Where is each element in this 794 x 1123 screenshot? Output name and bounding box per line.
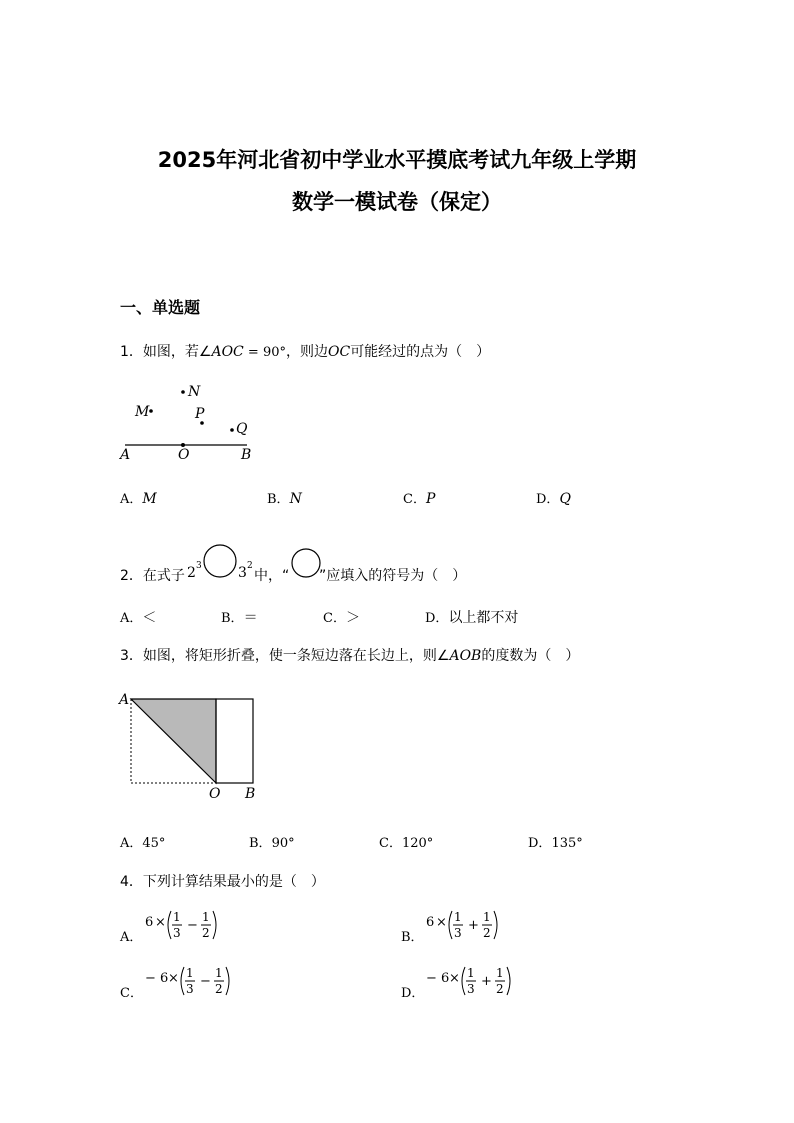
q2-option-d[interactable]: D．以上都不对 [425,610,519,626]
svg-text:3: 3 [173,926,181,940]
document-title-line1: 2025年河北省初中学业水平摸底考试九年级上学期 [157,148,637,172]
svg-text:1: 1 [483,910,491,924]
q3-option-b[interactable]: B．90° [249,836,295,851]
q2-exp1: 3 [196,561,202,571]
svg-text:1: 1 [496,966,504,980]
label-o: O [209,786,221,802]
svg-text:×: × [436,915,447,930]
svg-text:− 6: − 6 [145,971,169,986]
svg-text:×: × [168,971,179,986]
svg-text:+: + [468,918,479,933]
q4-option-d-expression [423,963,523,999]
q4-option-a-label[interactable]: A． [120,930,143,945]
question-3-stem: 3．如图，将矩形折叠，使一条短边落在长边上，则∠AOB的度数为（ ） [120,648,580,664]
q1-prefix: 1．如图，若∠ [120,344,212,360]
svg-text:2: 2 [483,926,491,940]
svg-text:1: 1 [454,910,462,924]
q2-option-a[interactable]: A．＜ [120,610,157,626]
label-n: N [188,384,201,400]
q1-edge: OC [327,344,351,360]
q3-figure [114,690,274,805]
label-p: P [195,406,205,422]
folded-triangle [131,699,216,783]
label-m: M [135,404,150,420]
svg-text:2: 2 [202,926,210,940]
q3-option-d[interactable]: D．135° [528,836,583,851]
q4-option-b-label[interactable]: B． [401,930,424,945]
q2-base2: 3 [238,565,247,581]
q2-exp2: 2 [247,561,253,571]
svg-text:2: 2 [215,982,223,996]
label-b: B [241,447,252,463]
svg-text:−: − [187,918,198,933]
label-a: A [120,447,131,463]
q1-option-d[interactable]: D．Q [536,491,571,507]
q3-angle: AOB [449,648,482,664]
q4-option-b-expression [423,907,513,943]
q2-mid: 中，“ [254,568,290,584]
point-m [149,409,153,413]
svg-text:6: 6 [145,915,154,930]
q4-option-c-label[interactable]: C． [120,986,143,1001]
q4-option-d-label[interactable]: D． [401,986,425,1001]
q2-base1: 2 [187,565,196,581]
q1-suffix1: ，则边 [285,344,328,360]
svg-text:3: 3 [467,982,475,996]
q1-eq: = 90° [243,345,286,360]
q1-suffix2: 可能经过的点为（ ） [350,344,491,360]
q1-figure [112,378,272,468]
svg-text:×: × [155,915,166,930]
q1-option-b[interactable]: B．N [267,491,302,507]
q4-option-c-expression [142,963,242,999]
svg-text:1: 1 [215,966,223,980]
q2-prefix: 2．在式子 [120,568,185,584]
q2-option-b[interactable]: B．＝ [221,610,258,626]
section-heading: 一、单选题 [120,298,201,317]
point-q [230,428,234,432]
label-a: A [119,692,130,708]
svg-text:1: 1 [186,966,194,980]
svg-text:− 6: − 6 [426,971,450,986]
svg-text:1: 1 [173,910,181,924]
q1-option-a[interactable]: A．M [120,491,157,507]
svg-text:2: 2 [496,982,504,996]
svg-text:−: − [200,974,211,989]
svg-text:+: + [481,974,492,989]
q2-quoted-circle [290,547,322,579]
q3-option-a[interactable]: A．45° [120,836,166,851]
question-1-stem [120,341,490,361]
q3-option-c[interactable]: C．120° [379,836,434,851]
svg-text:6: 6 [426,915,435,930]
label-o: O [178,447,190,463]
label-q: Q [236,421,248,437]
q1-option-c[interactable]: C．P [403,491,436,507]
svg-text:1: 1 [202,910,210,924]
q2-suffix: ”应填入的符号为（ ） [319,568,467,584]
label-b: B [245,786,256,802]
remaining-rectangle [216,699,253,783]
q4-option-a-expression [142,907,232,943]
svg-text:×: × [449,971,460,986]
svg-text:1: 1 [467,966,475,980]
q1-angle: AOC [211,344,244,360]
question-4-stem: 4．下列计算结果最小的是（ ） [120,874,325,890]
svg-text:3: 3 [186,982,194,996]
q2-option-c[interactable]: C．＞ [323,610,360,626]
document-title-line2: 数学一模试卷（保定） [292,190,502,214]
point-n [181,390,185,394]
q2-blank-circle [202,543,238,579]
svg-text:3: 3 [454,926,462,940]
